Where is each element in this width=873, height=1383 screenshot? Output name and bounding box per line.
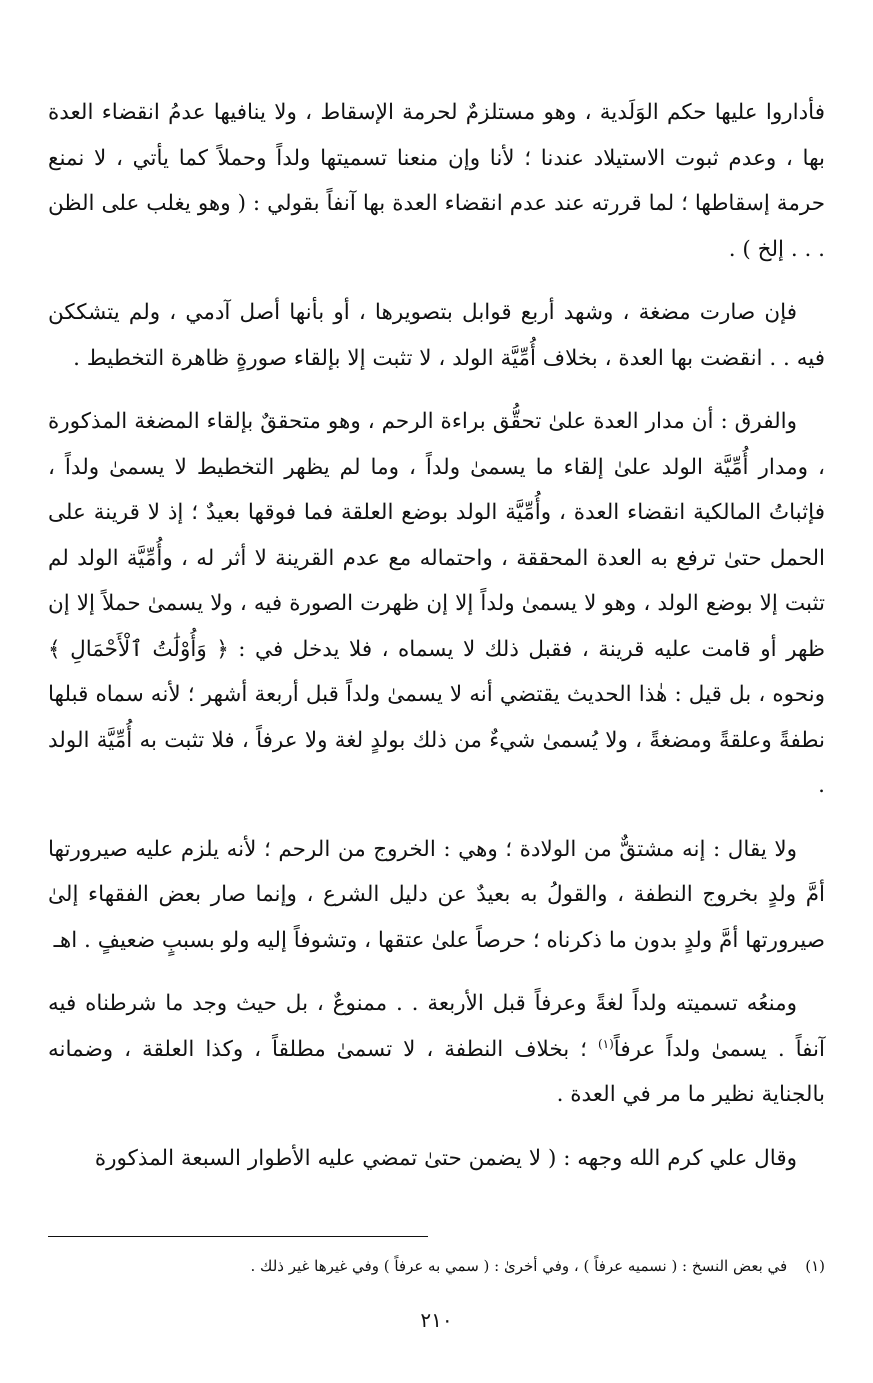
paragraph-6: وقال علي كرم الله وجهه : ( لا يضمن حتىٰ تمضي عليه الأطوار السبعة المذكورة <box>94 1145 797 1171</box>
page-number: ٢١٠ <box>420 1308 453 1332</box>
paragraph-5-text-a: ومنعُه تسميته ولداً لغةً وعرفاً قبل الأربعة . . ممنوعٌ ، بل حيث وجد ما شرطناه فيه آنفاً . يسمىٰ ولداً عرفاً <box>48 991 825 1062</box>
paragraph-4: ولا يقال : إنه مشتقٌّ من الولادة ؛ وهي : الخروج من الرحم ؛ لأنه يلزم عليه صيرورتها أمَّ ولدٍ بخروج النطفة ، والقولُ به بعيدٌ عن دليل الشرع ، وإنما صار بعض الفقهاء إلىٰ صيرورتها أمَّ ولدٍ بدون ما ذكرناه ؛ حرصاً علىٰ عتقها ، وتشوفاً إليه ولو بسببٍ ضعيفٍ . اهـ <box>48 836 825 953</box>
footnote <box>48 1252 825 1280</box>
footnote-text: في بعض النسخ : ( نسميه عرفاً ) ، وفي أخرىٰ : ( سمي به عرفاً ) وفي غيرها غير ذلك . <box>250 1257 788 1275</box>
paragraph-5 <box>48 981 825 1118</box>
footnote-reference[interactable]: (١) <box>597 1036 614 1051</box>
paragraph-1: فأداروا عليها حكم الوَلَدية ، وهو مستلزمٌ لحرمة الإسقاط ، ولا ينافيها عدمُ انقضاء العدة بها ، وعدم ثبوت الاستيلاد عندنا ؛ لأنا وإن منعنا تسميتها ولداً وحملاً كما يأتي ، لا نمنع حرمة إسقاطها ؛ لما قررته عند عدم انقضاء العدة بها آنفاً بقولي : ( وهو يغلب على الظن . . . إلخ ) . <box>48 100 825 262</box>
paragraph-3: والفرق : أن مدار العدة علىٰ تحقُّق براءة الرحم ، وهو متحققٌ بإلقاء المضغة المذكورة ، ومدار أُمِّيَّة الولد علىٰ إلقاء ما يسمىٰ ولداً ، وما لم يظهر التخطيط لا يسمىٰ ولداً ، فإثباتُ المالكية انقضاء العدة ، وأُمِّيَّة الولد بوضع العلقة فما فوقها بعيدٌ ؛ إذ لا قرينة على الحمل حتىٰ ترفع به العدة المحققة ، واحتماله مع عدم القرينة لا أثر له ، وأُمِّيَّة الولد لم تثبت إلا بوضع الولد ، وهو لا يسمىٰ ولداً إلا إن ظهرت الصورة فيه ، ولا يسمىٰ حملاً إلا إن ظهر أو قامت عليه قرينة ، فقبل ذلك لا يسماه ، فلا يدخل في : ﴿ وَأُوْلَٰتُ ٱلْأَحْمَالِ ﴾ ونحوه ، بل قيل : هٰذا الحديث يقتضي أنه لا يسمىٰ ولداً قبل أربعة أشهر ؛ لأنه سماه قبلها نطفةً وعلقةً ومضغةً ، ولا يُسمىٰ شيءٌ من ذلك بولدٍ لغة ولا عرفاً ، فلا تثبت به أُمِّيَّة الولد . <box>48 409 825 798</box>
paragraph-5-text-b: ؛ بخلاف النطفة ، لا تسمىٰ مطلقاً ، وكذا العلقة ، وضمانه بالجناية نظير ما مر في العدة . <box>48 1036 825 1107</box>
footnote-marker: (١) <box>805 1257 825 1275</box>
main-text <box>48 90 825 1199</box>
footnote-divider <box>48 1236 428 1237</box>
paragraph-2: فإن صارت مضغة ، وشهد أربع قوابل بتصويرها ، أو بأنها أصل آدمي ، ولم يتشككن فيه . . انقضت بها العدة ، بخلاف أُمِّيَّة الولد ، لا تثبت إلا بإلقاء صورةٍ ظاهرة التخطيط . <box>48 300 825 371</box>
